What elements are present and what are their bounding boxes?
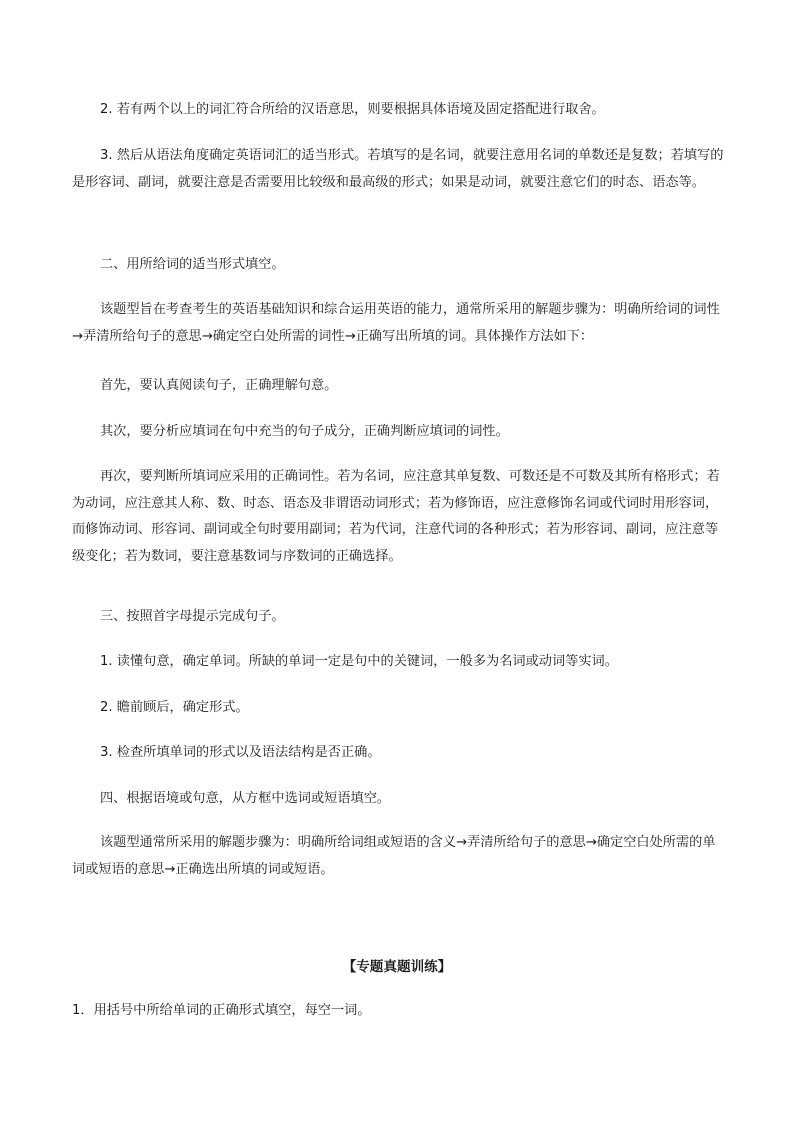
paragraph-section-3-point-2: 2. 瞻前顾后，确定形式。 xyxy=(100,700,249,715)
special-training-heading: 【专题真题训练】 xyxy=(342,959,452,975)
paragraph-step-third: 再次，要判断所填词应采用的正确词性。若为名词，应注意其单复数、可数还是不可数及其所有格形式；若为动词，应注意其人称、数、时态、语态及非谓语动词形式；若为修饰语，应注意修饰名词或代词时用形容词，而修饰动词、形容词、副词或全句时要用副词；若为代词，注意代词的各种形式；若为形容词、副词，应注意等级变化；若为数词，要注意基数词与序数词的正确选择。 xyxy=(72,469,720,564)
paragraph-section-2-intro: 该题型旨在考查考生的英语基础知识和综合运用英语的能力，通常所采用的解题步骤为：明确所给词的词性→弄清所给句子的意思→确定空白处所需的词性→正确写出所填的词。具体操作方法如下： xyxy=(72,302,720,344)
section-heading-3: 三、按照首字母提示完成句子。 xyxy=(100,609,285,624)
question-1-prompt: 1．用括号中所给单词的正确形式填空，每空一词。 xyxy=(72,1003,371,1018)
paragraph-word-selection: 2. 若有两个以上的词汇符合所给的汉语意思，则要根据具体语境及固定搭配进行取舍。 xyxy=(100,102,605,117)
paragraph-section-3-point-1: 1. 读懂句意，确定单词。所缺的单词一定是句中的关键词，一般多为名词或动词等实词。 xyxy=(100,654,618,669)
section-heading-4: 四、根据语境或句意，从方框中选词或短语填空。 xyxy=(100,791,391,806)
paragraph-section-3-point-3: 3. 检查所填单词的形式以及语法结构是否正确。 xyxy=(100,745,381,760)
paragraph-grammar-form: 3. 然后从语法角度确定英语词汇的适当形式。若填写的是名词，就要注意用名词的单数还是复数；若填写的是形容词、副词，就要注意是否需要用比较级和最高级的形式；如果是动词，就要注意它们的时态、语态等。 xyxy=(72,148,724,190)
section-heading-2: 二、用所给词的适当形式填空。 xyxy=(100,257,285,272)
paragraph-step-second: 其次，要分析应填词在句中充当的句子成分，正确判断应填词的词性。 xyxy=(100,424,509,439)
paragraph-step-first: 首先，要认真阅读句子，正确理解句意。 xyxy=(100,378,338,393)
paragraph-section-4-intro: 该题型通常所采用的解题步骤为：明确所给词组或短语的含义→弄清所给句子的意思→确定空白处所需的单词或短语的意思→正确选出所填的词或短语。 xyxy=(72,835,716,877)
